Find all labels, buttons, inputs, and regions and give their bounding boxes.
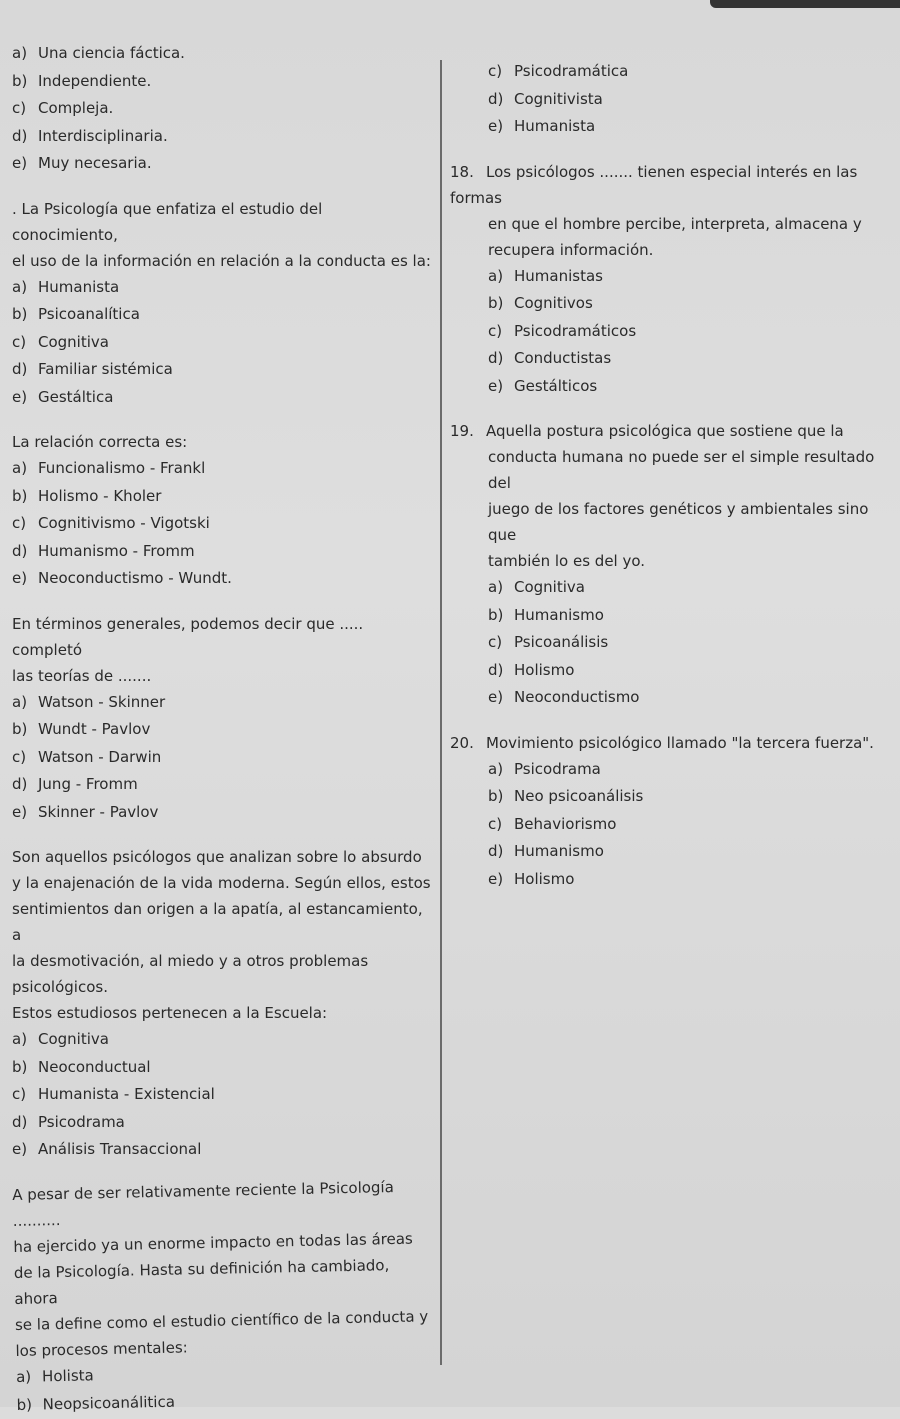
option-item: c) Watson - Darwin (12, 747, 162, 766)
question-stem: La relación correcta es: (12, 433, 188, 451)
question-19 (450, 418, 890, 712)
question-stem: juego de los factores genéticos y ambientales sino que (488, 500, 869, 544)
option-item: b) Wundt - Pavlov (12, 720, 151, 738)
question-block (12, 611, 432, 827)
option-item: c) Psicodramática (488, 62, 629, 80)
option-item: c) Cognitiva (12, 332, 109, 351)
question-stem: . La Psicología que enfatiza el estudio del conocimiento, (12, 199, 323, 244)
question-stem: ha ejercido ya un enorme impacto en todas las áreas (13, 1229, 413, 1256)
question-stem: conducta humana no puede ser el simple resultado del (488, 448, 875, 492)
question-stem: 19. Aquella postura psicológica que sostiene que la (450, 418, 890, 444)
option-item: c) Behaviorismo (488, 814, 617, 833)
question-18 (450, 159, 890, 401)
question-stem: Estos estudiosos pertenecen a la Escuela: (12, 1004, 328, 1022)
question-stem: de la Psicología. Hasta su definición ha cambiado, ahora (13, 1255, 390, 1308)
question-stem: también lo es del yo. (488, 552, 646, 570)
option-item: c) Humanista - Existencial (12, 1085, 215, 1103)
option-item: e) Humanista (488, 117, 596, 135)
option-item: e) Gestáltica (12, 387, 114, 406)
option-list (450, 58, 890, 141)
question-stem: la desmotivación, al miedo y a otros problemas (12, 952, 369, 970)
option-item: a) Cognitiva (488, 578, 585, 596)
question-number: 20. (450, 733, 474, 752)
option-item: e) Neoconductismo (488, 688, 640, 706)
option-item: a) Holista (15, 1365, 94, 1386)
question-20 (450, 730, 890, 894)
question-stem: y la enajenación de la vida moderna. Según ellos, estos (12, 874, 431, 892)
option-item: e) Muy necesaria. (12, 154, 152, 172)
option-list (12, 40, 432, 178)
page-header-strip (710, 0, 900, 8)
option-item: d) Holismo (488, 660, 575, 679)
question-stem: A pesar de ser relativamente reciente la Psicología .......... (12, 1177, 395, 1230)
option-item: d) Humanismo (488, 842, 604, 860)
option-item: e) Análisis Transaccional (12, 1140, 202, 1158)
option-item: d) Cognitivista (488, 89, 603, 108)
question-stem: sentimientos dan origen a la apatía, al estancamiento, a (12, 900, 423, 944)
question-stem: las teorías de ....... (12, 666, 152, 685)
option-item: c) Psicoanálisis (488, 633, 609, 651)
option-item: a) Watson - Skinner (12, 692, 166, 711)
question-stem: el uso de la información en relación a la conducta es la: (12, 251, 431, 270)
column-divider (440, 60, 442, 1365)
question-stem: Son aquellos psicólogos que analizan sobre lo absurdo (12, 848, 422, 866)
option-item: d) Psicodrama (12, 1112, 125, 1131)
option-item: c) Cognitivismo - Vigotski (12, 514, 210, 532)
option-item: a) Funcionalismo - Frankl (12, 459, 206, 477)
option-item: c) Compleja. (12, 99, 114, 117)
option-item: b) Neopsicoanálitica (16, 1391, 176, 1413)
question-stem: 18. Los psicólogos ....... tienen especial interés en las formas (450, 159, 890, 211)
question-stem: psicológicos. (12, 978, 108, 996)
right-column (450, 58, 890, 893)
question-stem: los procesos mentales: (15, 1337, 188, 1360)
option-item: a) Cognitiva (12, 1030, 109, 1048)
option-item: d) Humanismo - Fromm (12, 541, 195, 560)
question-number: 18. (450, 162, 474, 181)
option-item: e) Neoconductismo - Wundt. (12, 569, 232, 587)
option-item: b) Neoconductual (12, 1057, 151, 1076)
left-column (12, 40, 432, 1419)
question-stem: en que el hombre percibe, interpreta, almacena y (488, 214, 862, 233)
option-item: e) Gestálticos (488, 376, 598, 395)
option-item: a) Psicodrama (488, 759, 601, 778)
question-block (12, 429, 432, 593)
option-item: d) Conductistas (488, 349, 612, 367)
option-item: b) Cognitivos (488, 294, 593, 312)
option-item: e) Holismo (488, 869, 575, 888)
question-stem: 20. Movimiento psicológico llamado "la tercera fuerza". (450, 730, 890, 756)
option-item: d) Jung - Fromm (12, 775, 138, 793)
option-item: b) Psicoanalítica (12, 305, 140, 323)
question-stem: recupera información. (488, 240, 654, 259)
option-item: d) Interdisciplinaria. (12, 126, 168, 145)
question-stem: En términos generales, podemos decir que ..... completó (12, 614, 364, 659)
option-item: a) Humanistas (488, 266, 603, 285)
question-stem: se la define como el estudio científico de la conducta y (14, 1306, 429, 1334)
option-item: c) Psicodramáticos (488, 321, 637, 340)
question-block (12, 1173, 437, 1419)
option-item: a) Humanista (12, 277, 120, 296)
option-item: b) Humanismo (488, 605, 604, 624)
question-block (12, 196, 432, 412)
option-item: e) Skinner - Pavlov (12, 802, 159, 821)
question-block (12, 844, 432, 1164)
option-item: b) Holismo - Kholer (12, 486, 162, 505)
question-number: 19. (450, 422, 474, 440)
option-item: b) Neo psicoanálisis (488, 787, 644, 805)
option-item: d) Familiar sistémica (12, 360, 173, 378)
option-item: b) Independiente. (12, 71, 152, 90)
option-item: a) Una ciencia fáctica. (12, 44, 185, 62)
